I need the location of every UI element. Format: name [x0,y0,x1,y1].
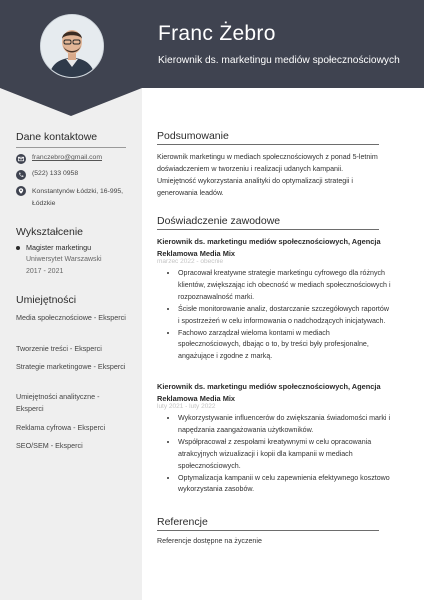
contact-divider [16,147,126,148]
summary-text: Kierownik marketingu w mediach społecznościowych z ponad 5-letnim doświadczeniem w tworzeniu i realizacji udanych kampanii. Umiejętność wykorzystania analityki do optymalizacji strategii i generowania leadów. [157,153,378,197]
skill-item: Media społecznościowe - Eksperci [16,313,126,322]
person-name: Franc Żebro [158,22,276,45]
job-1-title: Kierownik ds. marketingu mediów społecznościowych, Agencja Reklamowa Media Mix [157,237,381,258]
skill-item: Reklama cyfrowa - Eksperci [16,423,106,432]
skill-item: SEO/SEM - Eksperci [16,441,83,450]
contact-address-line2: Łódzkie [32,200,56,207]
contact-address [16,186,123,210]
job-1-bullet: • Fachowo zarządzał wieloma kontami w mediach społecznościowych, dbając o to, by treści były profesjonalne, angażujące i zgodne z marką. [178,328,392,364]
job-1-date: marzec 2022 - obecnie [157,258,224,265]
contact-address-line1: Konstantynów Łódzki, 16-995, [32,188,124,195]
profile-photo [40,14,104,78]
education-divider [16,241,126,242]
contact-email[interactable] [16,154,102,164]
job-2-title: Kierownik ds. marketingu mediów społecznościowych, Agencja Reklamowa Media Mix [157,382,381,403]
skill-item: Umiejętności analityczne - Eksperci [16,392,100,413]
skill-item: Strategie marketingowe - Eksperci [16,362,126,371]
job-2-date: luty 2021 - luty 2022 [157,403,216,410]
job-title: Kierownik ds. marketingu mediów społecznościowych [158,55,400,66]
job-2-bullet: • Współpracował z zespołami kreatywnymi w celu opracowania atrakcyjnych wizualizacji i kopii dla kampanii w mediach społecznościowych. [178,437,392,473]
job-2-bullet: • Wykorzystywanie influencerów do zwiększania świadomości marki i napędzania zaangażowania użytkowników. [178,413,392,437]
contact-phone-text: (522) 133 0958 [32,170,79,177]
experience-heading: Doświadczenie zawodowe [157,215,281,227]
contact-heading: Dane kontaktowe [16,131,98,143]
education-bullet [16,246,20,250]
contact-address-text [32,186,123,210]
education-school: Uniwersytet Warszawski [26,256,102,263]
education-degree: Magister marketingu [26,243,92,252]
education-heading: Wykształcenie [16,226,84,238]
contact-phone [16,170,78,180]
location-icon [16,186,26,196]
summary-heading: Podsumowanie [157,130,229,142]
contact-email-text[interactable]: franczebro@gmail.com [32,154,102,161]
skills-heading: Umiejętności [16,294,77,306]
job-1-bullet: • Ścisłe monitorowanie analiz, dostarczanie szczegółowych raportów i spostrzeżeń w celu informowania o nadchodzących inicjatywach. [178,304,392,328]
references-divider [157,530,379,531]
header-notch [0,88,142,116]
summary-divider [157,144,379,145]
job-1-bullet: • Opracował kreatywne strategie marketingu cyfrowego dla różnych klientów, zwiększając ich obecność w mediach społecznościowych i rozpoznawalność marki. [178,268,392,304]
references-heading: Referencje [157,516,208,528]
job-2-bullets [166,413,392,496]
job-2-bullet: • Optymalizacja kampanii w celu zapewnienia efektywnego kosztowo wykorzystania zasobów. [178,473,392,497]
email-icon [16,154,26,164]
experience-divider [157,229,379,230]
skill-item: Tworzenie treści - Eksperci [16,344,102,353]
education-years: 2017 - 2021 [26,268,64,275]
phone-icon [16,170,26,180]
job-1-bullets [166,268,392,363]
references-text: Referencje dostępne na życzenie [157,537,262,545]
